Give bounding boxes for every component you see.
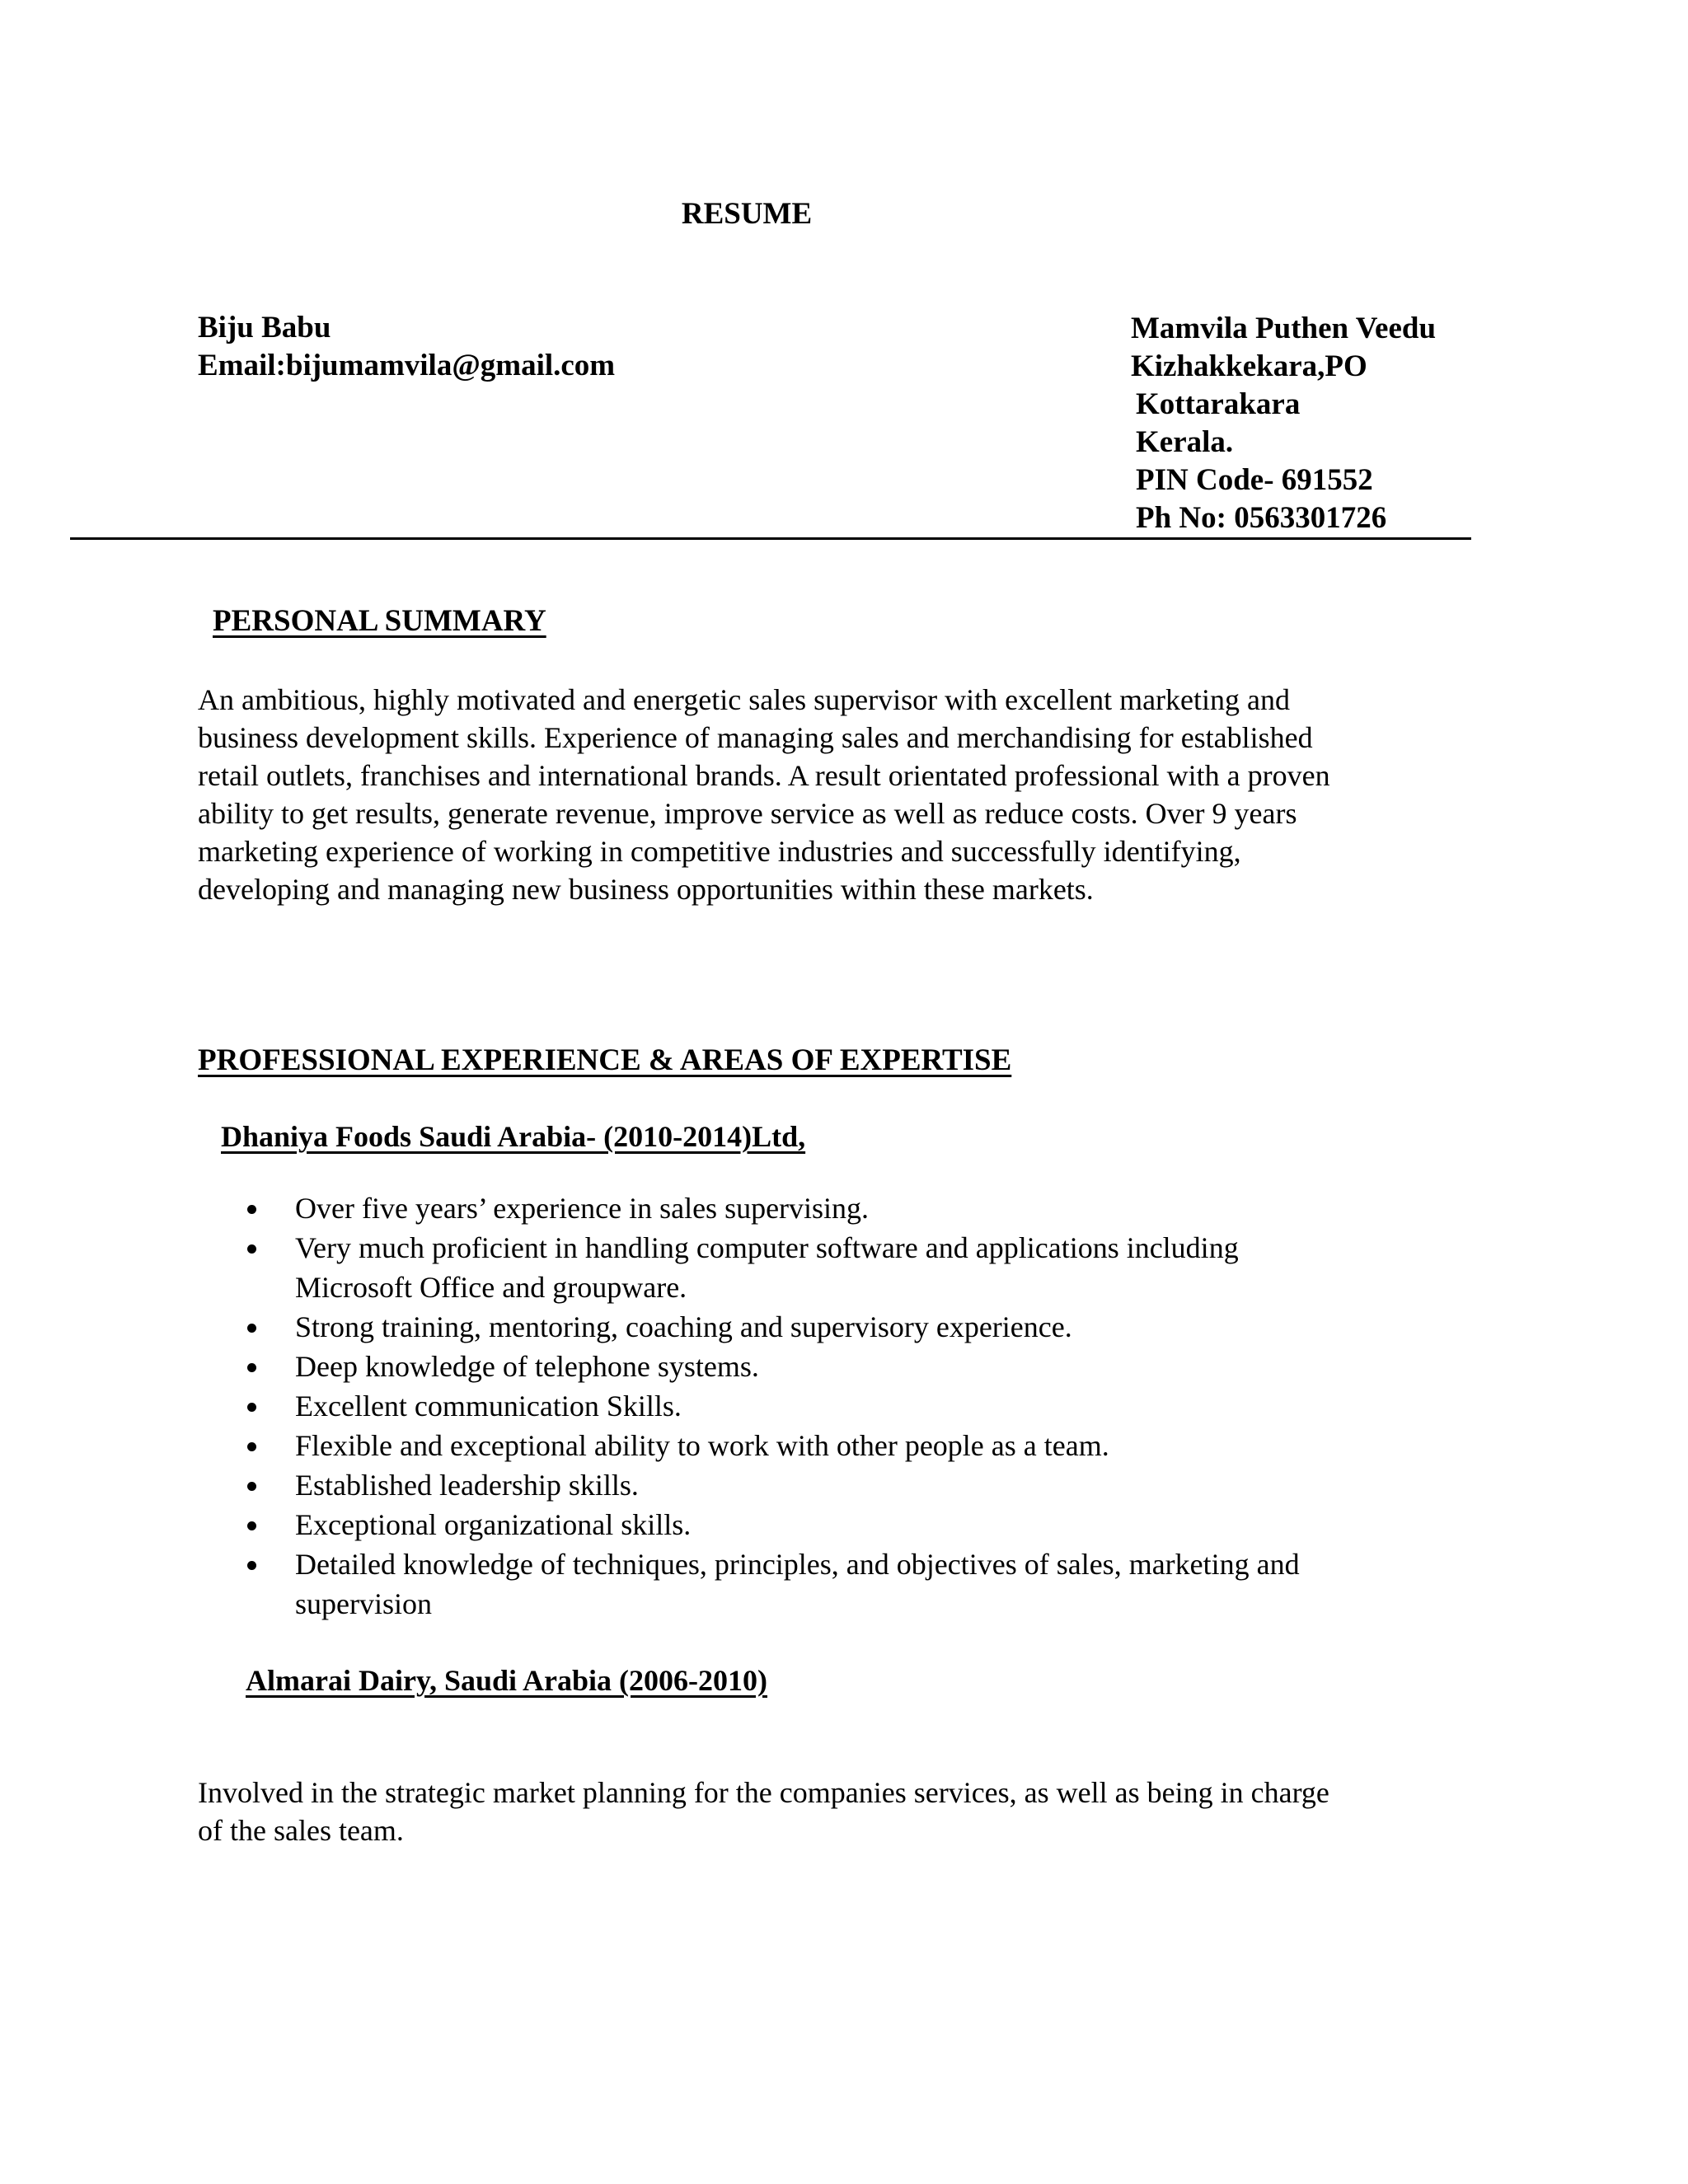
- bullet-icon: [247, 1403, 256, 1412]
- bullet-icon: [247, 1205, 256, 1214]
- resume-title: RESUME: [681, 197, 813, 231]
- address-block: [1131, 310, 1436, 537]
- summary-line: ability to get results, generate revenue, improve service as well as reduce costs. Over 9 years: [198, 797, 1297, 830]
- bullet-icon: [247, 1561, 256, 1570]
- list-item: Deep knowledge of telephone systems.: [247, 1347, 1484, 1386]
- summary-line: marketing experience of working in competitive industries and successfully identifying,: [198, 835, 1241, 868]
- bullet-icon: [247, 1244, 256, 1254]
- address-line: Kottarakara: [1136, 387, 1301, 421]
- bullet-icon: [247, 1324, 256, 1333]
- list-item: Exceptional organizational skills.: [247, 1505, 1484, 1544]
- candidate-email: Email:bijumamvila@gmail.com: [198, 349, 616, 382]
- list-item: Over five years’ experience in sales supervising.: [247, 1188, 1484, 1228]
- list-item: Established leadership skills.: [247, 1465, 1484, 1505]
- phone-number: Ph No: 0563301726: [1136, 501, 1387, 535]
- personal-summary-heading: PERSONAL SUMMARY: [213, 604, 546, 638]
- address-line: PIN Code- 691552: [1136, 463, 1373, 497]
- description-line: Involved in the strategic market planning for the companies services, as well as being in charge: [198, 1776, 1329, 1809]
- summary-line: retail outlets, franchises and international brands. A result orientated professional with a proven: [198, 759, 1330, 792]
- header-divider: [70, 537, 1471, 540]
- description-line: of the sales team.: [198, 1814, 404, 1847]
- address-line: Kizhakkekara,PO: [1131, 349, 1367, 383]
- candidate-name: Biju Babu: [198, 311, 331, 344]
- personal-summary-text: [198, 681, 1467, 908]
- bullet-icon: [247, 1442, 256, 1451]
- list-item: Strong training, mentoring, coaching and supervisory experience.: [247, 1307, 1484, 1347]
- summary-line: developing and managing new business opportunities within these markets.: [198, 873, 1094, 906]
- list-item: Flexible and exceptional ability to work with other people as a team.: [247, 1426, 1484, 1465]
- summary-line: business development skills. Experience of managing sales and merchandising for established: [198, 721, 1313, 754]
- bullet-icon: [247, 1521, 256, 1530]
- bullet-icon: [247, 1363, 256, 1372]
- company-almarai-heading: Almarai Dairy, Saudi Arabia (2006-2010): [246, 1664, 768, 1697]
- bullet-icon: [247, 1482, 256, 1491]
- company-dhaniya-heading: Dhaniya Foods Saudi Arabia- (2010-2014)Ltd,: [221, 1120, 806, 1153]
- list-item: Excellent communication Skills.: [247, 1386, 1484, 1426]
- expertise-list: [247, 1188, 1484, 1624]
- list-item: Very much proficient in handling computer software and applications including Microsoft Office and groupware.: [247, 1228, 1484, 1307]
- experience-heading: PROFESSIONAL EXPERIENCE & AREAS OF EXPERTISE: [198, 1043, 1012, 1077]
- almarai-description: [198, 1774, 1467, 1849]
- list-item: Detailed knowledge of techniques, principles, and objectives of sales, marketing and supervision: [247, 1544, 1484, 1624]
- summary-line: An ambitious, highly motivated and energetic sales supervisor with excellent marketing and: [198, 683, 1291, 716]
- address-line: Kerala.: [1136, 425, 1234, 459]
- address-line: Mamvila Puthen Veedu: [1131, 312, 1437, 345]
